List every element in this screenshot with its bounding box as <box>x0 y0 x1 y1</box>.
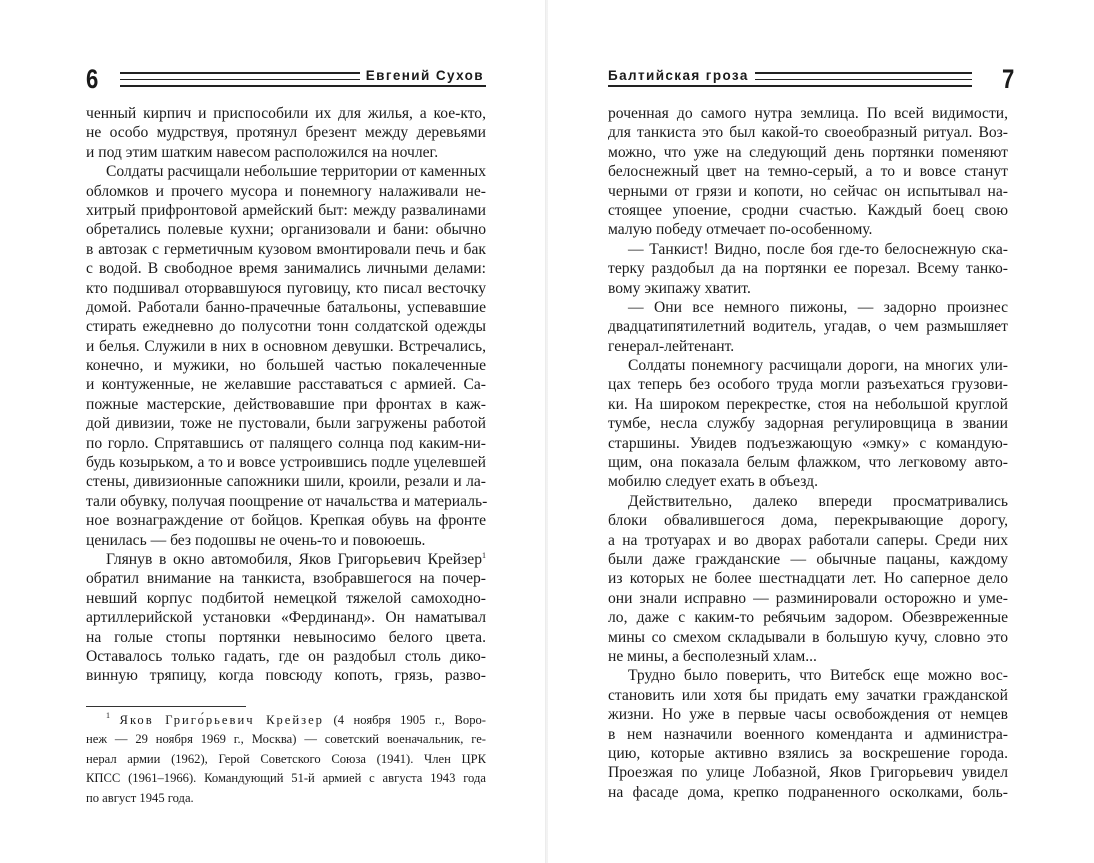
running-title-author: Евгений Сухов <box>360 68 490 84</box>
text-line <box>608 356 1008 375</box>
text-line <box>86 647 486 666</box>
line-text: Глянув в окно автомобиля, Яков Григорьевич Крейзер <box>106 550 482 568</box>
line-text: в автозак с герметичным кузовом вмонтировали печь и бак <box>86 240 486 258</box>
line-text: роченная до самого нутра землица. По всей видимости, <box>608 105 1008 122</box>
line-text: старшины. Увидев подъезжающую «эмку» с командую- <box>608 434 1008 452</box>
text-line <box>608 453 1008 472</box>
line-text: КПСС (1961–1966). Командующий 51-й армией с августа 1943 года <box>86 771 486 786</box>
line-text: и контуженные, не желавшие расставаться с армией. Са- <box>86 376 486 394</box>
text-line <box>608 240 1008 259</box>
text-line <box>86 731 486 750</box>
line-text: они знали исправно — разминировали осторожно и уме- <box>608 589 1008 607</box>
text-line <box>86 182 486 201</box>
text-line <box>86 104 486 123</box>
line-text: черными от грязи и копоти, но сейчас он испытывал на- <box>608 182 1008 200</box>
line-text: ки. На широком перекрестке, стоя на небольшой круглой <box>608 395 1008 413</box>
text-line <box>86 790 486 809</box>
line-text: малую победу отмечает по-особенному. <box>608 221 873 239</box>
text-line <box>86 143 486 162</box>
page-number: 7 <box>1002 64 1015 94</box>
line-text: жизни. Но уже в первые часы освобождения от немцев <box>608 706 1008 724</box>
text-line <box>608 279 1008 298</box>
line-text: тали обувку, получая поощрение от начальства и материаль- <box>86 492 488 510</box>
line-text: цию, которые активно взялись за воскрешение города. <box>608 744 1008 762</box>
line-text: стоящее упоение, сродни счастью. Каждый боец свою <box>608 201 1008 219</box>
text-line <box>608 608 1008 627</box>
text-line <box>608 628 1008 647</box>
text-line <box>86 201 486 220</box>
text-line <box>608 201 1008 220</box>
text-line <box>608 666 1008 685</box>
line-text: в нем назначили военного коменданта и администра- <box>608 725 1008 743</box>
footnote-name: Яков Григо́рьевич Крейзер <box>119 713 324 727</box>
line-text: стирать ежедневно до полусотни тонн солдатской одежды <box>86 318 486 336</box>
line-text: цах теперь без особого труда могли разъехаться грузови- <box>608 376 1008 394</box>
left-running-header <box>86 66 486 94</box>
line-text: ченный кирпич и приспособили их для жилья, а кое-кто, <box>86 105 486 122</box>
text-line <box>86 569 486 588</box>
text-line <box>608 472 1008 491</box>
line-text: стены, дивизионные сапожники шили, кроили, резали и ла- <box>86 473 486 491</box>
line-text: ло, даже с каким-то ребячьим задором. Обезвреженные <box>608 609 1008 627</box>
line-text: ценилась — без подошвы не очень-то и повоюешь. <box>86 531 426 549</box>
footnote <box>86 712 486 809</box>
text-line <box>86 666 486 685</box>
line-text: на голые стопы портянки невыносимо белого цвета. <box>86 628 486 646</box>
text-line <box>86 279 486 298</box>
text-line <box>608 492 1008 511</box>
line-text: генерал-лейтенант. <box>608 337 735 355</box>
text-line <box>608 337 1008 356</box>
text-line <box>608 725 1008 744</box>
text-line <box>608 783 1008 802</box>
text-line <box>608 259 1008 278</box>
line-text: вому экипажу хватит. <box>608 279 751 297</box>
line-text: не особо мудрствуя, протянул брезент между деревьями <box>86 124 486 142</box>
text-line <box>86 472 486 491</box>
line-text: артиллерийской установки «Фердинанд». Он наматывал <box>86 609 486 627</box>
line-text: а на тротуарах и во дворах работали саперы. Среди них <box>608 531 1008 549</box>
text-line <box>86 259 486 278</box>
left-body-text <box>86 104 486 686</box>
text-line <box>608 220 1008 239</box>
text-line <box>86 531 486 550</box>
text-line <box>86 511 486 530</box>
text-line <box>86 162 486 181</box>
line-text: по горло. Спрятавшись от палящего солнца под каким-ни- <box>86 434 486 452</box>
text-line <box>86 751 486 770</box>
line-text: будь козырьком, а то и вовсе устроившись подле уцелевшей <box>86 454 486 472</box>
text-line <box>608 317 1008 336</box>
text-line <box>86 453 486 472</box>
line-text: из которых не более шестнадцати лет. Но саперное дело <box>608 570 1008 588</box>
line-text: мины со смехом складывали в большую кучу, словно это <box>608 628 1008 646</box>
page-number: 6 <box>86 64 99 94</box>
text-line <box>608 763 1008 782</box>
line-text: обломков и прочего мусора и понемногу налаживали не- <box>86 182 486 200</box>
line-text: на фасаде дома, крепко подраненного осколками, боль- <box>608 783 1008 801</box>
text-line <box>608 589 1008 608</box>
line-text: тумбе, несла службу задорная регулировщица в звании <box>608 415 1008 433</box>
text-line <box>608 414 1008 433</box>
footnote-line <box>86 712 486 731</box>
line-text: терку раздобыл да на портянки ее порезал. Всему танко- <box>608 260 1008 278</box>
text-line <box>608 550 1008 569</box>
line-text: Действительно, далеко впереди просматривались <box>628 492 1008 510</box>
text-line <box>608 375 1008 394</box>
header-rule <box>608 85 972 87</box>
running-title-book: Балтийская гроза <box>602 68 755 84</box>
line-text: белоснежный цвет на темно-серый, а то и вовсе станут <box>608 163 1008 181</box>
line-text: были даже гражданские — обычные пацаны, каждому <box>608 550 1008 568</box>
line-text: обратил внимание на танкиста, взобравшегося на почер- <box>86 570 486 588</box>
line-text: домой. Работали банно-прачечные батальоны, успевавшие <box>86 298 486 316</box>
text-line <box>86 608 486 627</box>
right-body-text <box>608 104 1008 802</box>
line-text: щим, она показала белым флажком, что легковому авто- <box>608 454 1008 472</box>
text-line <box>86 628 486 647</box>
text-line <box>608 434 1008 453</box>
text-line <box>608 531 1008 550</box>
line-text: конечно, и мужики, но большей частью покалеченные <box>86 357 486 375</box>
line-text: и белья. Служили в них в основном девушки. Встречались, <box>86 337 486 355</box>
text-line <box>86 434 486 453</box>
line-text: хитрый прифронтовой армейский быт: между развалинами <box>86 201 486 219</box>
line-text: пожные мастерские, действовавшие при фронтах в каж- <box>86 395 486 413</box>
text-line <box>86 220 486 239</box>
line-text: Солдаты понемногу расчищали дороги, на многих ули- <box>628 357 1008 375</box>
line-text: неж — 29 ноября 1969 г., Москва) — советский военачальник, ге- <box>86 732 486 747</box>
text-line <box>86 492 486 511</box>
line-text: Проезжая по улице Лобазной, Яков Григорьевич увидел <box>608 764 1008 782</box>
text-line <box>608 123 1008 142</box>
text-line <box>86 395 486 414</box>
text-line <box>86 356 486 375</box>
line-text: по август 1945 года. <box>86 790 194 805</box>
line-text: блоки обвалившегося дома, перекрывающие дорогу, <box>608 512 1008 530</box>
line-text: кто подшивал оторвавшуюся пуговицу, кто писал весточку <box>86 279 486 297</box>
text-line <box>608 162 1008 181</box>
footnote-reference: 1 <box>482 550 486 560</box>
line-text: мобилю следует ехать в объезд. <box>608 473 818 491</box>
text-line <box>608 647 1008 666</box>
text-line <box>608 298 1008 317</box>
text-line <box>86 240 486 259</box>
left-page <box>0 0 546 863</box>
text-line <box>86 123 486 142</box>
text-line <box>608 143 1008 162</box>
header-rule <box>120 85 486 87</box>
right-page <box>548 0 1094 863</box>
line-text: можно, что уже на следующий день портянки поменяют <box>608 143 1008 161</box>
text-line <box>608 511 1008 530</box>
line-text: с водой. В свободное время занимались личными делами: <box>86 260 486 278</box>
text-line <box>86 770 486 789</box>
text-line <box>608 182 1008 201</box>
footnote-first-line-rest: (4 ноября 1905 г., Воро- <box>333 713 486 727</box>
line-text: — Они все немного пижоны, — задорно произнес <box>628 298 1008 316</box>
text-line <box>608 744 1008 763</box>
text-line <box>86 298 486 317</box>
line-text: винную тряпицу, когда повсюду копоть, грязь, разво- <box>86 667 486 685</box>
text-line <box>608 686 1008 705</box>
text-line <box>608 569 1008 588</box>
line-text: и под этим шатким навесом расположился на ночлег. <box>86 143 439 161</box>
line-text: не мины, а бесполезный хлам... <box>608 647 817 665</box>
text-line <box>608 705 1008 724</box>
text-line <box>86 550 486 569</box>
line-text: невший корпус подбитой немецкой тяжелой самоходно- <box>86 589 486 607</box>
line-text: Солдаты расчищали небольшие территории от каменных <box>106 163 486 181</box>
text-line <box>86 414 486 433</box>
footnote-mark: 1 <box>106 711 110 720</box>
line-text: Трудно было поверить, что Витебск еще можно вос- <box>628 667 1008 685</box>
line-text: — Танкист! Видно, после боя где-то белоснежную ска- <box>628 240 1008 258</box>
text-line <box>86 337 486 356</box>
footnote-lines <box>86 731 486 809</box>
text-line <box>608 104 1008 123</box>
text-line <box>608 395 1008 414</box>
line-text: нерал армии (1962), Герой Советского Союза (1941). Член ЦРК <box>86 751 486 766</box>
line-text: ное вознаграждение от бойцов. Крепкая обувь на фронте <box>86 512 486 530</box>
line-text: Оставалось только гадать, где он раздобыл столь дико- <box>86 647 486 665</box>
line-text: двадцатипятилетний водитель, угадав, о чем размышляет <box>608 318 1008 336</box>
right-running-header <box>608 64 1015 94</box>
line-text: обретались полевые кухни; организовали и бани: обычно <box>86 221 486 239</box>
footnote-divider <box>86 706 246 707</box>
line-text: для танкиста это был какой-то своеобразный ритуал. Воз- <box>608 124 1008 142</box>
line-text: становить или хотя бы придать ему зачатки гражданской <box>608 686 1008 704</box>
text-line <box>86 375 486 394</box>
text-line <box>86 589 486 608</box>
text-line <box>86 317 486 336</box>
line-text: дой дивизии, тоже не пустовали, были загружены работой <box>86 415 486 433</box>
